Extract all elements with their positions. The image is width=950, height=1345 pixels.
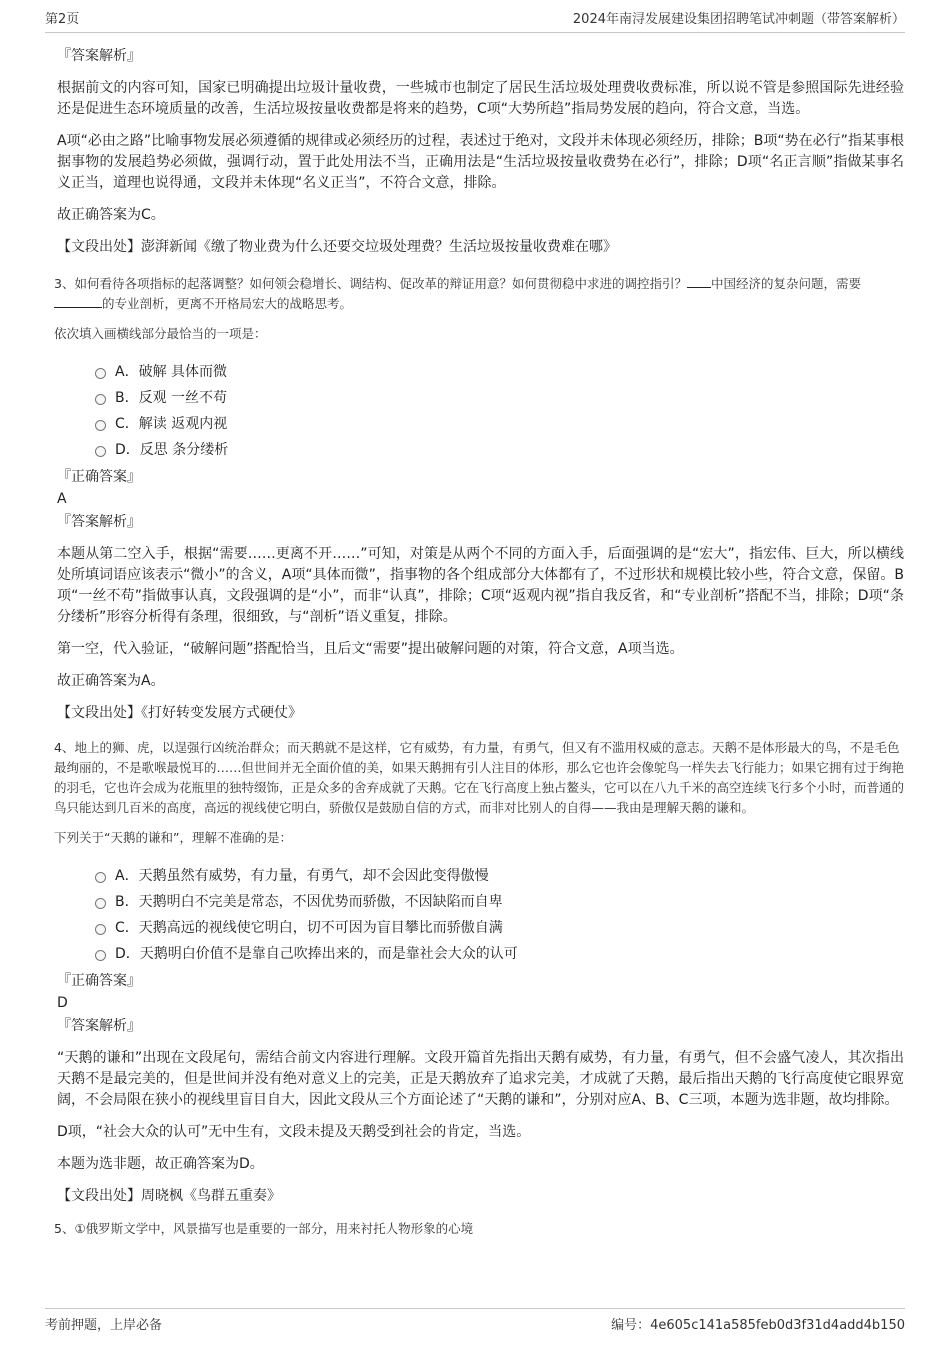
options-list: [95, 358, 904, 462]
page-number: 第2页: [45, 12, 80, 27]
option-a[interactable]: A． 天鹅虽然有威势，有力量，有勇气，却不会因此变得傲慢: [95, 862, 904, 888]
question-instruction: 依次填入画横线部分最恰当的一项是：: [54, 326, 267, 341]
correct-answer: D: [57, 995, 68, 1011]
analysis-tag: 『答案解析』: [57, 514, 141, 530]
correct-answer: A: [57, 491, 67, 507]
source-citation: 【文段出处】周晓枫《鸟群五重奏》: [57, 1188, 281, 1204]
analysis-paragraph: 第一空，代入验证，“破解问题”搭配恰当，且后文“需要”提出破解问题的对策，符合文意，A项当选。: [57, 641, 684, 657]
question-4: [54, 738, 905, 1207]
conclusion-text: 故正确答案为C。: [57, 207, 165, 223]
option-a[interactable]: A． 破解 具体而微: [95, 358, 904, 384]
radio-icon[interactable]: [95, 368, 106, 379]
option-b[interactable]: B． 反观 一丝不苟: [95, 384, 904, 410]
radio-icon[interactable]: [95, 950, 106, 961]
analysis-tag: 『答案解析』: [57, 48, 141, 64]
option-d[interactable]: D． 反思 条分缕析: [95, 436, 904, 462]
question-stem: 3、如何看待各项指标的起落调整？如何领会稳增长、调结构、促改革的辩证用意？如何贯彻稳中求进的调控指引？ 中国经济的复杂问题，需要的专业剖析，更离不开格局宏大的战略思考。: [54, 276, 861, 311]
analysis-paragraph: 本题从第二空入手，根据“需要……更离不开……”可知，对策是从两个不同的方面入手，后面强调的是“宏大”，指宏伟、巨大，所以横线处所填词语应该表示“微小”的含义，A项“具体而微”，指事物的各个组成部分大体都有了，不过形状和规模比较小些，符合文意，保留。B项“一丝不苟”指做事认真，文段强调的是“小”，而非“认真”，排除；C项“返观内视”指自我反省，和“专业剖析”搭配不当，排除；D项“条分缕析”形容分析得有条理，很细致，与“剖析”语义重复，排除。: [57, 546, 904, 625]
question-stem: 5、①俄罗斯文学中，风景描写也是重要的一部分，用来衬托人物形象的心境: [54, 1221, 474, 1236]
fill-blank: [687, 275, 711, 288]
conclusion-text: 本题为选非题，故正确答案为D。: [57, 1156, 264, 1172]
option-c[interactable]: C． 天鹅高远的视线使它明白，切不可因为盲目攀比而骄傲自满: [95, 914, 904, 940]
radio-icon[interactable]: [95, 420, 106, 431]
radio-icon[interactable]: [95, 872, 106, 883]
page-footer: [45, 1308, 905, 1332]
source-citation: 【文段出处】澎湃新闻《缴了物业费为什么还要交垃圾处理费？生活垃圾按量收费难在哪》: [57, 239, 617, 255]
question-5: [54, 1219, 904, 1239]
footer-slogan: 考前押题，上岸必备: [45, 1318, 163, 1333]
document-title: 2024年南浔发展建设集团招聘笔试冲刺题（带答案解析）: [572, 12, 905, 27]
analysis-paragraph: D项，“社会大众的认可”无中生有，文段未提及天鹅受到社会的肯定，当选。: [57, 1124, 531, 1140]
question-3: [54, 274, 904, 724]
analysis-tag: 『答案解析』: [57, 1018, 141, 1034]
correct-answer-tag: 『正确答案』: [57, 973, 141, 989]
radio-icon[interactable]: [95, 394, 106, 405]
analysis-paragraph: A项“必由之路”比喻事物发展必须遵循的规律或必须经历的过程，表述过于绝对，文段并未体现必须经历，排除；B项“势在必行”指某事根据事物的发展趋势必须做，强调行动，置于此处用法不当，正确用法是“生活垃圾按量收费势在必行”，排除；D项“名正言顺”指做某事名义正当，道理也说得通，文段并未体现“名义正当”，不符合文意，排除。: [57, 133, 904, 191]
conclusion-text: 故正确答案为A。: [57, 673, 165, 689]
analysis-paragraph: 根据前文的内容可知，国家已明确提出垃圾计量收费，一些城市也制定了居民生活垃圾处理费收费标准，所以说不管是参照国际先进经验还是促进生态环境质量的改善，生活垃圾按量收费都是将来的趋势，C项“大势所趋”指局势发展的趋向，符合文意，当选。: [57, 80, 904, 117]
correct-answer-tag: 『正确答案』: [57, 469, 141, 485]
question-stem: 4、地上的狮、虎，以逞强行凶统治群众；而天鹅就不是这样，它有威势，有力量，有勇气，但又有不滥用权威的意志。天鹅不是体形最大的鸟，不是毛色最绚丽的，不是歌喉最悦耳的……但世间并无全面价值的美，如果天鹅拥有引人注目的体形，那么它也许会像鸵鸟一样失去飞行能力；如果它拥有过于绚艳的羽毛，它也许会成为花瓶里的独特缀饰，正是众多的舍弃成就了天鹅。它在飞行高度上独占鳌头，它可以在八九千米的高空连续飞行多个小时，而普通的鸟只能达到几百米的高度，高远的视线使它明白，骄傲仅是鼓励自信的方式，而非对比别人的自得——我由是理解天鹅的谦和。: [54, 740, 905, 815]
document-code: 编号：4e605c141a585feb0d3f31d4add4b150: [611, 1318, 905, 1333]
page-header: [45, 8, 905, 33]
question-instruction: 下列关于“天鹅的谦和”，理解不准确的是：: [54, 830, 292, 845]
radio-icon[interactable]: [95, 924, 106, 935]
options-list: [95, 862, 904, 966]
analysis-paragraph: “天鹅的谦和”出现在文段尾句，需结合前文内容进行理解。文段开篇首先指出天鹅有威势，有力量，有勇气，但不会盛气凌人，其次指出天鹅不是最完美的，但是世间并没有绝对意义上的完美，正是天鹅放弃了追求完美，才成就了天鹅，最后指出天鹅的飞行高度使它眼界宽阔，不会局限在狭小的视线里盲目自大，因此文段从三个方面论述了“天鹅的谦和”，分别对应A、B、C三项，本题为选非题，故均排除。: [57, 1050, 904, 1108]
page-content: [54, 46, 905, 1249]
option-d[interactable]: D． 天鹅明白价值不是靠自己吹捧出来的，而是靠社会大众的认可: [95, 940, 904, 966]
q2-analysis-section: [57, 46, 904, 258]
option-c[interactable]: C． 解读 返观内视: [95, 410, 904, 436]
option-b[interactable]: B． 天鹅明白不完美是常态，不因优势而骄傲，不因缺陷而自卑: [95, 888, 904, 914]
radio-icon[interactable]: [95, 898, 106, 909]
source-citation: 【文段出处】《打好转变发展方式硬仗》: [57, 705, 302, 721]
fill-blank: [54, 295, 102, 308]
radio-icon[interactable]: [95, 446, 106, 457]
